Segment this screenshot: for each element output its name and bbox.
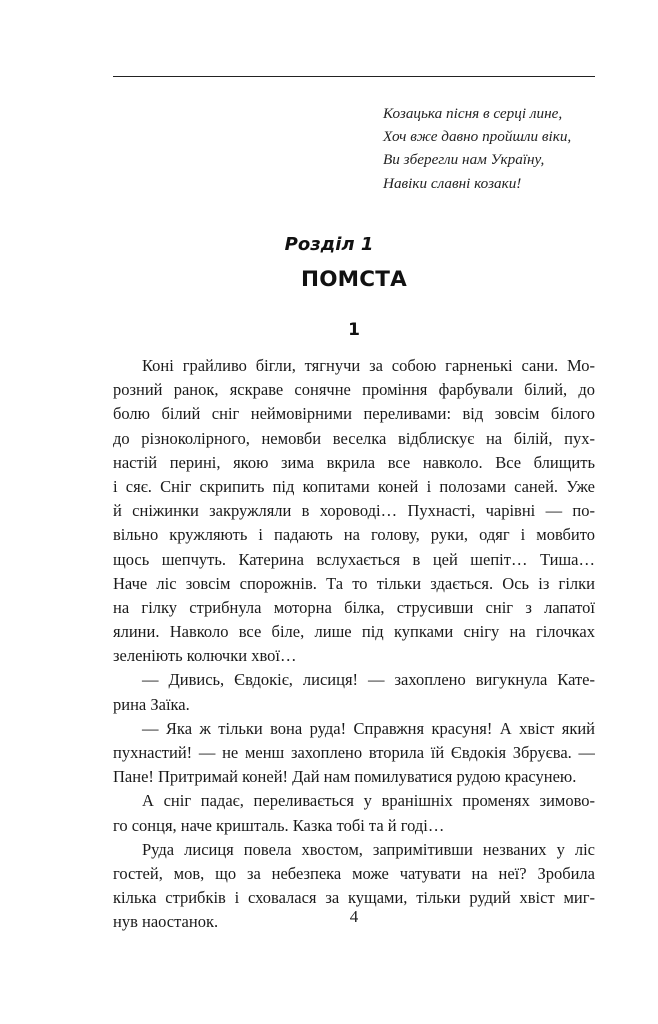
body-line: на гілку стрибнула моторна білка, струсивши сніг з лапатої [113,597,595,617]
body-line: болю білий сніг неймовірними переливами: від зовсім білого [113,404,595,424]
body-line: кілька стрибків і сховалася за кущами, тільки рудий хвіст миг- [113,888,595,908]
body-line: — Яка ж тільки вона руда! Справжня красуня! А хвіст який [142,718,595,738]
chapter-title: ПОМСТА [301,267,407,292]
body-line: — Дивись, Євдокіє, лисиця! — захоплено вигукнула Кате- [142,670,595,690]
body-line: вільно кружляють і падають на голову, руки, одяг і мовбито [113,525,595,545]
body-line: нув наостанок. [113,912,219,932]
body-line: го сонця, наче кришталь. Казка тобі та й годі… [113,815,445,835]
body-line: Коні грайливо бігли, тягнучи за собою гарненькі сани. Мо- [142,356,595,375]
body-line: ялини. Навколо все біле, лише під купками снігу на гілочках [113,622,595,642]
body-line: Пане! Притримай коней! Дай нам помилуватися рудою красунею. [113,767,577,787]
body-line: і сяє. Сніг скрипить під копитами коней і полозами саней. Уже [113,476,595,496]
epigraph [383,102,643,195]
body-line: щось шепчуть. Катерина вслухається в цей шепіт… Тиша… [113,549,595,569]
chapter-label: Розділ 1 [284,234,374,255]
page-number: 4 [349,907,359,926]
body-line: до різноколірного, немовби веселка відблискує на білій, пух- [113,428,595,448]
body-line: пухнастий! — не менш захоплено вторила їй Євдокія Збруєва. — [113,743,595,762]
epigraph-line: Ви зберегли нам Україну, [383,151,545,169]
section-number: 1 [348,320,360,340]
body-line: А сніг падає, переливається у вранішніх променях зимово- [142,791,595,811]
body-text [113,354,595,935]
body-line: зеленіють колючки хвої… [113,646,297,666]
body-line: Руда лисиця повела хвостом, запримітивши незваних у ліс [142,839,595,859]
header-rule [113,76,595,77]
epigraph-line: Навіки славні козаки! [383,174,522,192]
body-line: гостей, мов, що за небезпека може чатувати на неї? Зробила [113,863,595,883]
body-line: розний ранок, яскраве сонячне проміння фарбували білий, до [113,380,595,400]
body-line: Наче ліс зовсім спорожнів. Та то тільки здається. Ось із гілки [113,573,595,593]
body-line: й сніжинки закружляли в хороводі… Пухнасті, чарівні — по- [113,501,595,521]
body-line: рина Заїка. [113,694,190,714]
epigraph-line: Хоч вже давно пройшли віки, [383,128,572,146]
body-line: настій перині, якою зима вкрила все навколо. Все блищить [113,452,595,472]
epigraph-line: Козацька пісня в серці лине, [383,105,563,122]
